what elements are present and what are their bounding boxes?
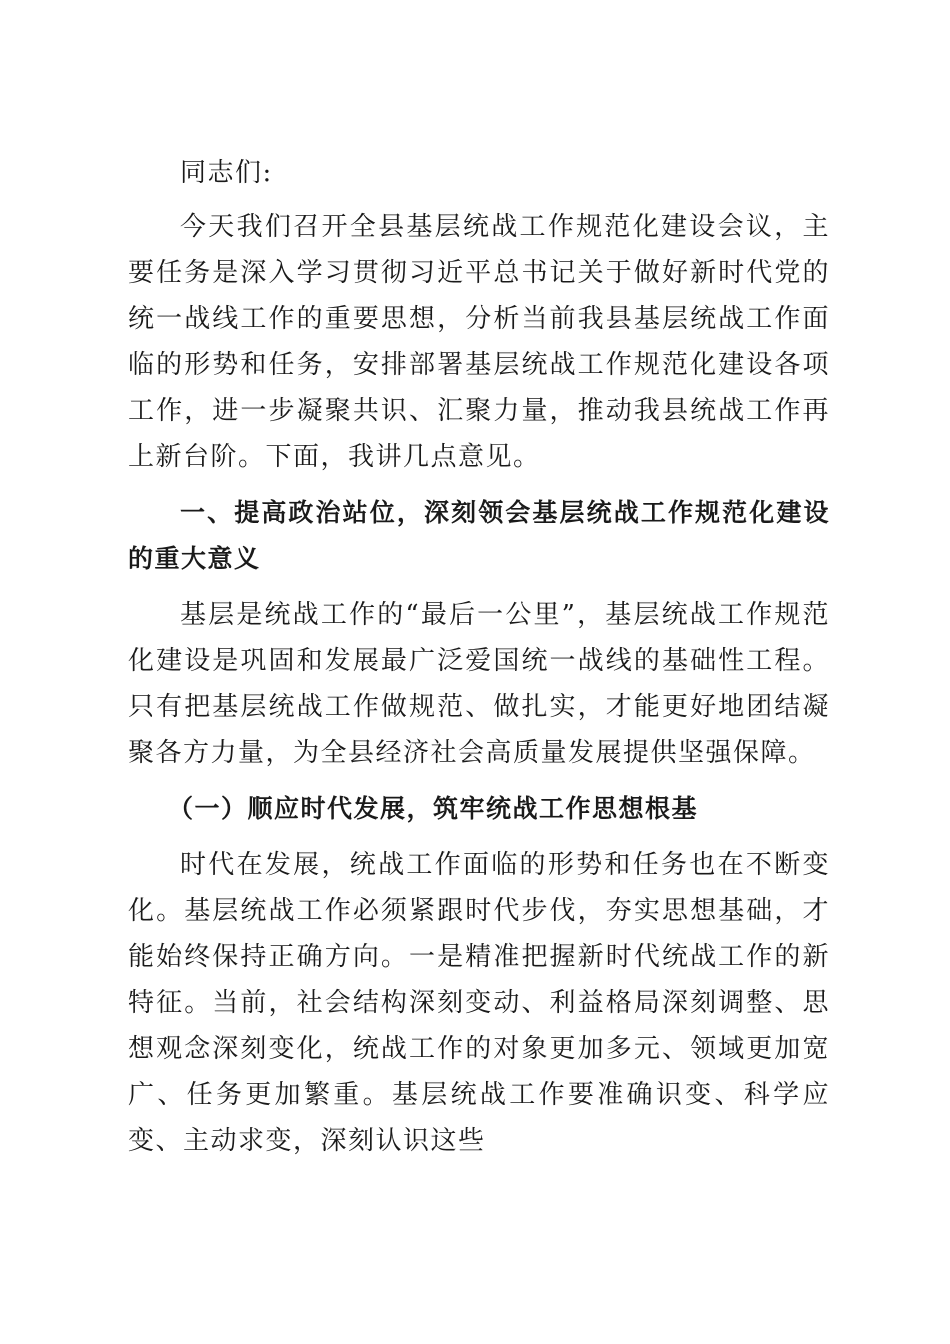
section-1-heading: 一、提高政治站位，深刻领会基层统战工作规范化建设的重大意义 [128,498,830,573]
salutation: 同志们: [180,158,273,188]
document-page [128,150,830,1174]
subsection-1-heading: （一）顺应时代发展，筑牢统战工作思想根基 [168,794,699,823]
intro-paragraph: 今天我们召开全县基层统战工作规范化建设会议，主要任务是深入学习贯彻习近平总书记关于做好新时代党的统一战线工作的重要思想，分析当前我县基层统战工作面临的形势和任务，安排部署基层统战工作规范化建设各项工作，进一步凝聚共识、汇聚力量，推动我县统战工作再上新台阶。下面，我讲几点意见。 [128,212,830,472]
subsection-1-paragraph: 时代在发展，统战工作面临的形势和任务也在不断变化。基层统战工作必须紧跟时代步伐，夯实思想基础，才能始终保持正确方向。一是精准把握新时代统战工作的新特征。当前，社会结构深刻变动、利益格局深刻调整、思想观念深刻变化，统战工作的对象更加多元、领域更加宽广、任务更加繁重。基层统战工作要准确识变、科学应变、主动求变，深刻认识这些 [128,850,830,1156]
section-1-paragraph: 基层是统战工作的“最后一公里”，基层统战工作规范化建设是巩固和发展最广泛爱国统一战线的基础性工程。只有把基层统战工作做规范、做扎实，才能更好地团结凝聚各方力量，为全县经济社会高质量发展提供坚强保障。 [128,600,830,768]
